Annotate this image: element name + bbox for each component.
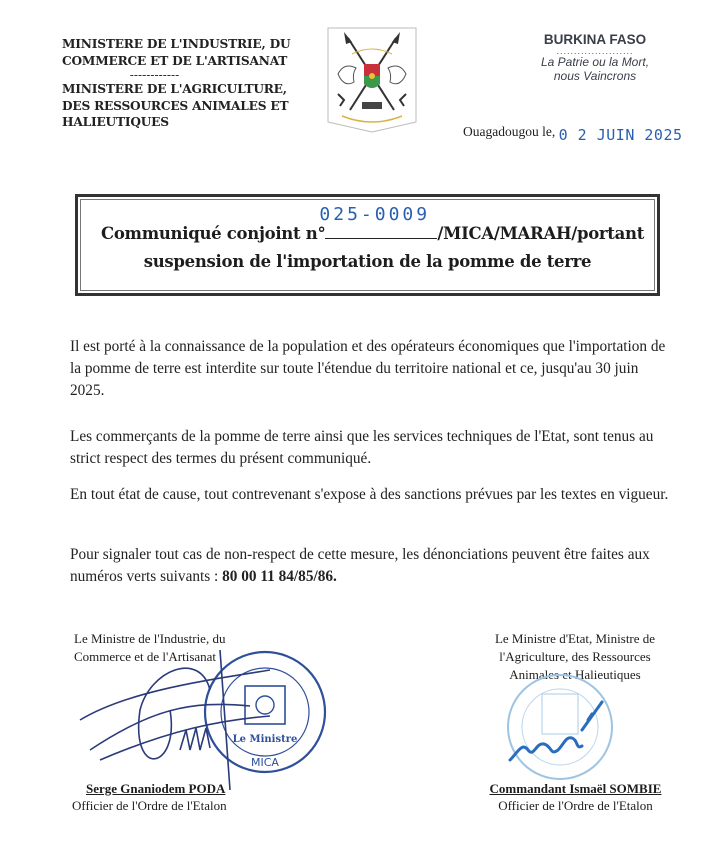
paragraph-1: Il est porté à la connaissance de la population et des opérateurs économiques que l'importation de la pomme de terre est interdite sur toute l'étendue du territoire national et ce, jusqu'au 30 juin 2025. — [70, 338, 666, 399]
date-prefix: Ouagadougou le, — [463, 124, 556, 139]
motto-line-2: nous Vaincrons — [553, 69, 637, 83]
communique-number-field — [319, 204, 437, 239]
ministry-2-line-2: DES RESSOURCES ANIMALES ET — [62, 98, 289, 113]
right-title-line-2: l'Agriculture, des Ressources — [499, 649, 651, 664]
left-title-line-1: Le Ministre de l'Industrie, du — [74, 631, 226, 646]
hotline-numbers: 80 00 11 84/85/86. — [222, 568, 337, 585]
ministry-2-line-1: MINISTERE DE L'AGRICULTURE, — [62, 82, 287, 96]
coat-of-arms-icon — [322, 24, 422, 136]
date-line — [463, 122, 683, 144]
communique-title-box — [75, 194, 660, 296]
header-separator: ------------ — [129, 68, 180, 82]
left-signatory-rank: Officier de l'Ordre de l'Etalon — [72, 798, 227, 813]
paragraph-3: En tout état de cause, tout contrevenant s'expose à des sanctions prévues par les textes en vigueur. — [70, 486, 669, 503]
paragraph-4 — [70, 544, 670, 588]
right-signatory — [468, 780, 683, 814]
right-stamp-and-signature — [470, 672, 670, 782]
left-signatory-name: Serge Gnaniodem PODA — [86, 781, 226, 796]
right-signatory-name: Commandant Ismaël SOMBIE — [489, 781, 662, 796]
title-inner-border — [80, 199, 655, 291]
left-title-line-2: Commerce et de l'Artisanat — [74, 649, 217, 664]
date-stamp: 0 2 JUIN 2025 — [558, 126, 683, 144]
paragraph-4-text: Pour signaler tout cas de non-respect de cette mesure, les dénonciations peuvent être faites aux numéros verts suivants : — [70, 546, 650, 585]
right-title-line-3: Animales et Halieutiques — [509, 667, 641, 682]
left-stamp-and-signature — [70, 650, 340, 790]
ministry-2-line-3: HALIEUTIQUES — [62, 115, 169, 129]
ministries-header — [62, 36, 312, 131]
title-prefix: Communiqué conjoint n° — [101, 224, 326, 243]
left-stamp-minister-text: Le Ministre — [232, 734, 298, 745]
country-dots: ...................... — [556, 46, 634, 56]
title-line-2: suspension de l'importation de la pomme de terre — [143, 252, 592, 271]
left-signatory — [72, 780, 227, 814]
country-name: BURKINA FASO — [543, 32, 647, 47]
paragraph-2: Les commerçants de la pomme de terre ainsi que les services techniques de l'Etat, sont tenus au strict respect des termes du présent communiqué. — [70, 428, 654, 467]
communique-number-stamp: 025-0009 — [319, 204, 431, 225]
left-stamp-mica-text: MICA — [251, 756, 279, 769]
ministry-1-line-1: MINISTERE DE L'INDUSTRIE, DU — [62, 37, 291, 51]
ministry-1-line-2: COMMERCE ET DE L'ARTISANAT — [62, 53, 288, 68]
motto-line-1: La Patrie ou la Mort, — [540, 55, 650, 69]
right-signatory-rank: Officier de l'Ordre de l'Etalon — [498, 798, 653, 813]
country-header — [530, 32, 660, 83]
right-title-line-1: Le Ministre d'Etat, Ministre de — [494, 631, 656, 646]
title-suffix: /MICA/MARAH/portant — [437, 224, 645, 243]
title-line-1 — [101, 204, 645, 243]
